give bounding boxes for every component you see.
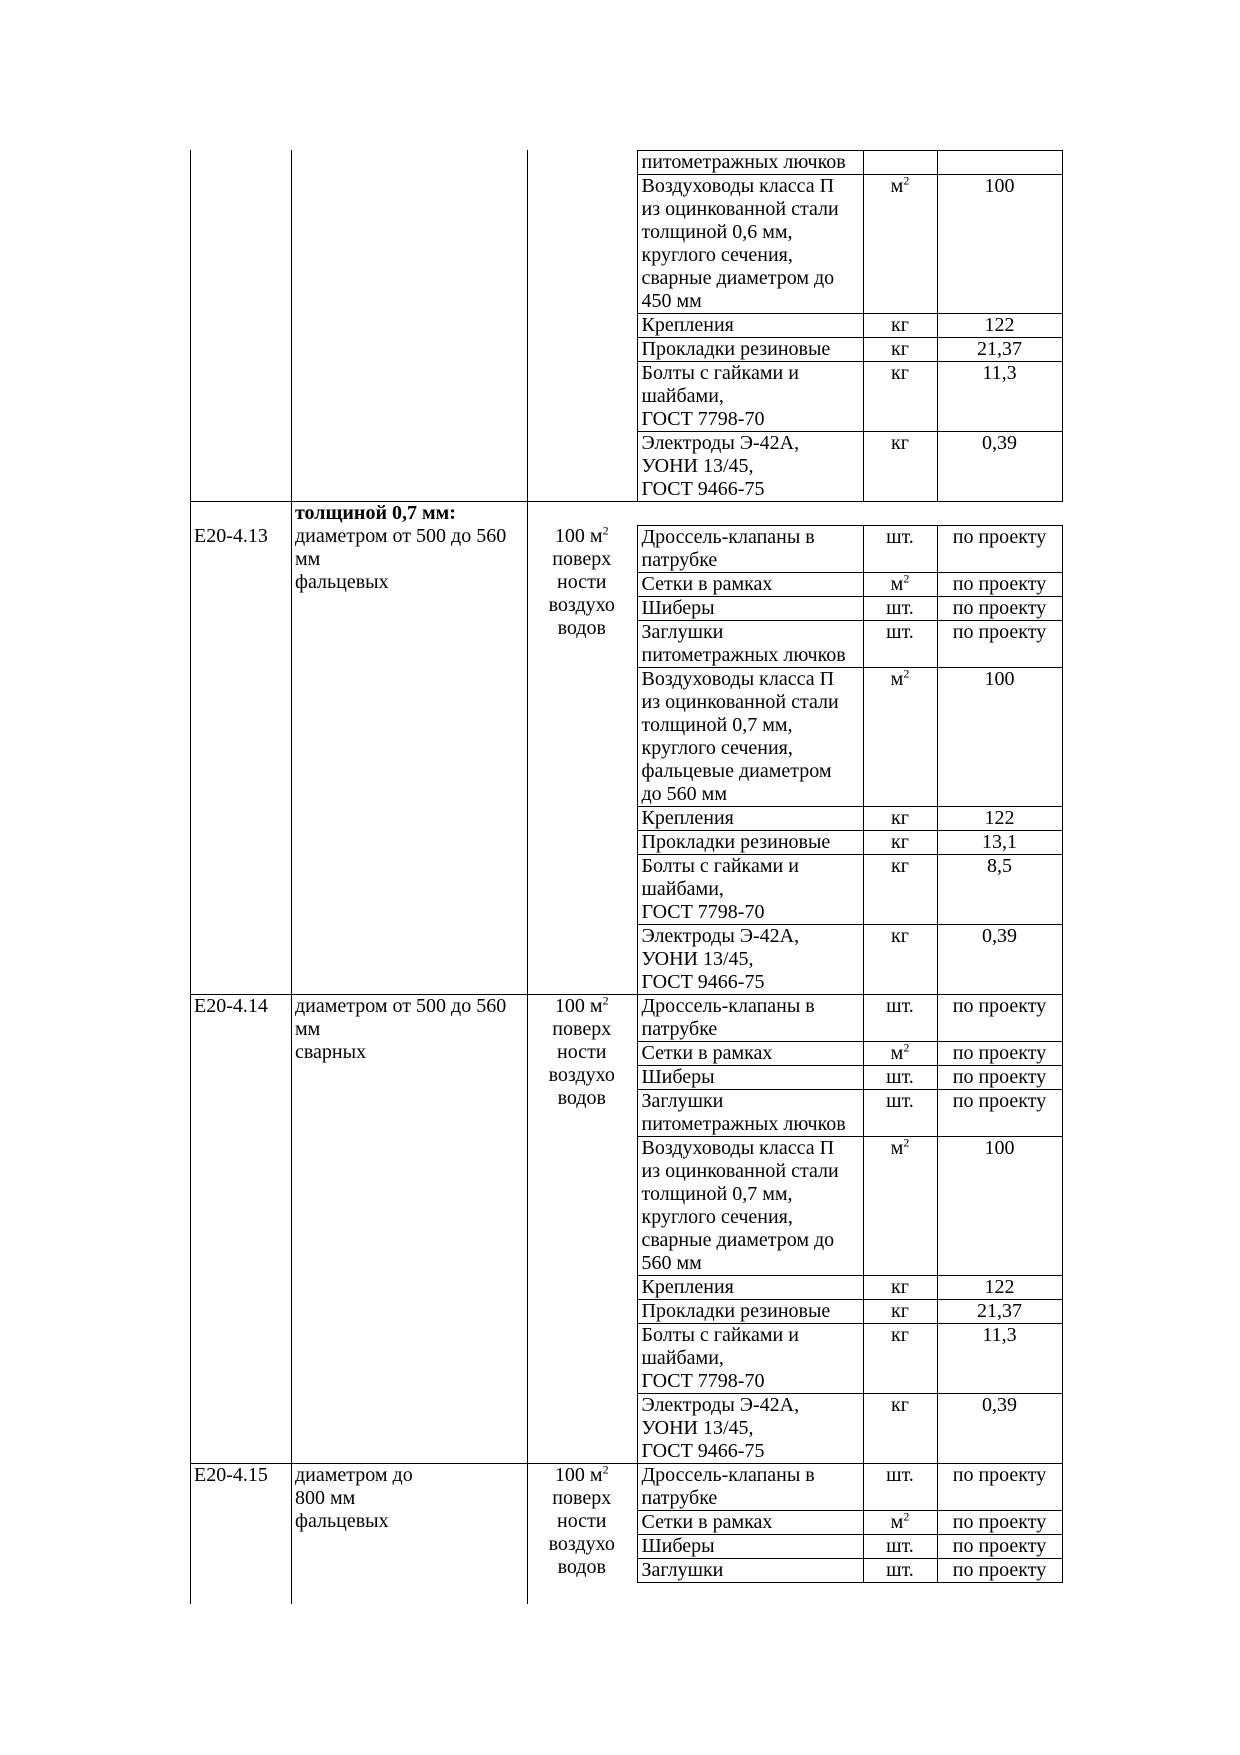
material-name: Заглушки (637, 1558, 863, 1582)
material-qty: по проекту (937, 1534, 1062, 1558)
norm-code: Е20-4.15 (190, 1463, 291, 1582)
table-row (190, 175, 1062, 314)
material-name: Сетки в рамках (637, 1510, 863, 1534)
material-name: Заглушки питометражных лючков (637, 1089, 863, 1136)
material-qty: по проекту (937, 994, 1062, 1041)
material-name: Шиберы (637, 1534, 863, 1558)
material-unit: $м^2$ (863, 572, 937, 596)
norm-description: диаметром от 500 до 560 мм сварных (291, 994, 527, 1463)
material-unit: шт. (863, 1065, 937, 1089)
material-name: Шиберы (637, 596, 863, 620)
material-name: Прокладки резиновые (637, 1299, 863, 1323)
norm-unit: 100 $м^2$ поверх ности воздухо водов (527, 1463, 637, 1582)
section-heading: толщиной 0,7 мм: (291, 502, 527, 526)
material-qty: 100 (937, 667, 1062, 806)
material-name: Болты с гайками и шайбами, ГОСТ 7798-70 (637, 362, 863, 432)
material-unit: кг (863, 1275, 937, 1299)
material-qty: 122 (937, 314, 1062, 338)
material-unit: шт. (863, 525, 937, 572)
norm-unit: 100 $м^2$ поверх ности воздухо водов (548, 523, 615, 639)
material-qty: по проекту (937, 620, 1062, 667)
material-qty: по проекту (937, 525, 1062, 572)
table-row (190, 314, 1062, 338)
material-qty: по проекту (937, 596, 1062, 620)
material-name: Дроссель-клапаны в патрубке (637, 525, 863, 572)
material-name: Болты с гайками и шайбами, ГОСТ 7798-70 (637, 854, 863, 924)
material-name: Прокладки резиновые (637, 830, 863, 854)
material-name: Электроды Э-42А, УОНИ 13/45, ГОСТ 9466-75 (637, 924, 863, 994)
material-qty: по проекту (937, 1089, 1062, 1136)
material-qty: по проекту (937, 572, 1062, 596)
material-name: Заглушки питометражных лючков (637, 620, 863, 667)
material-unit: $м^2$ (863, 1510, 937, 1534)
material-name: питометражных лючков (637, 151, 863, 175)
material-name: Дроссель-клапаны в патрубке (637, 1463, 863, 1510)
material-unit: $м^2$ (863, 175, 937, 314)
norm-description: диаметром до 800 мм фальцевых (291, 1463, 527, 1582)
material-qty: по проекту (937, 1065, 1062, 1089)
material-name: Воздуховоды класса П из оцинкованной стали толщиной 0,7 мм, круглого сечения, фальцевые диаметром до 560 мм (637, 667, 863, 806)
material-name: Сетки в рамках (637, 572, 863, 596)
material-unit (863, 151, 937, 175)
material-name: Крепления (637, 806, 863, 830)
material-qty: 100 (937, 1136, 1062, 1275)
material-name: Дроссель-клапаны в патрубке (637, 994, 863, 1041)
material-unit: кг (863, 854, 937, 924)
table-row (190, 432, 1062, 502)
material-name: Прокладки резиновые (637, 338, 863, 362)
table-row (190, 338, 1062, 362)
material-name: Болты с гайками и шайбами, ГОСТ 7798-70 (637, 1323, 863, 1393)
material-unit: кг (863, 830, 937, 854)
material-qty: 122 (937, 1275, 1062, 1299)
material-qty: 0,39 (937, 924, 1062, 994)
table-row (190, 1463, 1062, 1510)
material-name: Крепления (637, 1275, 863, 1299)
material-unit: шт. (863, 1463, 937, 1510)
material-unit: кг (863, 432, 937, 502)
material-qty: 100 (937, 175, 1062, 314)
material-qty: 0,39 (937, 432, 1062, 502)
material-name: Электроды Э-42А, УОНИ 13/45, ГОСТ 9466-75 (637, 432, 863, 502)
material-unit: шт. (863, 994, 937, 1041)
material-qty: по проекту (937, 1041, 1062, 1065)
material-unit: кг (863, 1299, 937, 1323)
table-row (190, 994, 1062, 1041)
table-row (190, 502, 1062, 526)
material-qty: 0,39 (937, 1393, 1062, 1463)
material-unit: $м^2$ (863, 1136, 937, 1275)
material-unit: кг (863, 924, 937, 994)
material-name: Воздуховоды класса П из оцинкованной стали толщиной 0,7 мм, круглого сечения, сварные диаметром до 560 мм (637, 1136, 863, 1275)
material-unit: кг (863, 806, 937, 830)
material-unit: шт. (863, 596, 937, 620)
table-row (190, 362, 1062, 432)
material-unit: шт. (863, 1534, 937, 1558)
material-unit: шт. (863, 1089, 937, 1136)
material-name: Электроды Э-42А, УОНИ 13/45, ГОСТ 9466-75 (637, 1393, 863, 1463)
norm-code: Е20-4.14 (190, 994, 291, 1463)
material-qty: 8,5 (937, 854, 1062, 924)
material-qty: по проекту (937, 1510, 1062, 1534)
material-unit: кг (863, 1393, 937, 1463)
material-name: Сетки в рамках (637, 1041, 863, 1065)
material-qty (937, 151, 1062, 175)
table-row (190, 151, 1062, 175)
material-unit: кг (863, 338, 937, 362)
material-qty: 13,1 (937, 830, 1062, 854)
material-qty: 122 (937, 806, 1062, 830)
material-qty: 21,37 (937, 338, 1062, 362)
material-unit: кг (863, 362, 937, 432)
material-name: Воздуховоды класса П из оцинкованной стали толщиной 0,6 мм, круглого сечения, сварные диаметром до 450 мм (637, 175, 863, 314)
norm-description: диаметром от 500 до 560 мм фальцевых (295, 525, 507, 593)
material-unit: $м^2$ (863, 1041, 937, 1065)
material-name: Шиберы (637, 1065, 863, 1089)
norm-code: Е20-4.13 (194, 525, 268, 547)
material-name: Крепления (637, 314, 863, 338)
material-qty: 11,3 (937, 1323, 1062, 1393)
material-qty: по проекту (937, 1558, 1062, 1582)
material-unit: шт. (863, 620, 937, 667)
table-row (190, 525, 1062, 572)
material-qty: по проекту (937, 1463, 1062, 1510)
norm-unit: 100 $м^2$ поверх ности воздухо водов (527, 994, 637, 1463)
material-qty: 11,3 (937, 362, 1062, 432)
material-unit: шт. (863, 1558, 937, 1582)
material-unit: кг (863, 314, 937, 338)
material-unit: кг (863, 1323, 937, 1393)
material-unit: $м^2$ (863, 667, 937, 806)
material-qty: 21,37 (937, 1299, 1062, 1323)
norms-table (190, 150, 1063, 1583)
